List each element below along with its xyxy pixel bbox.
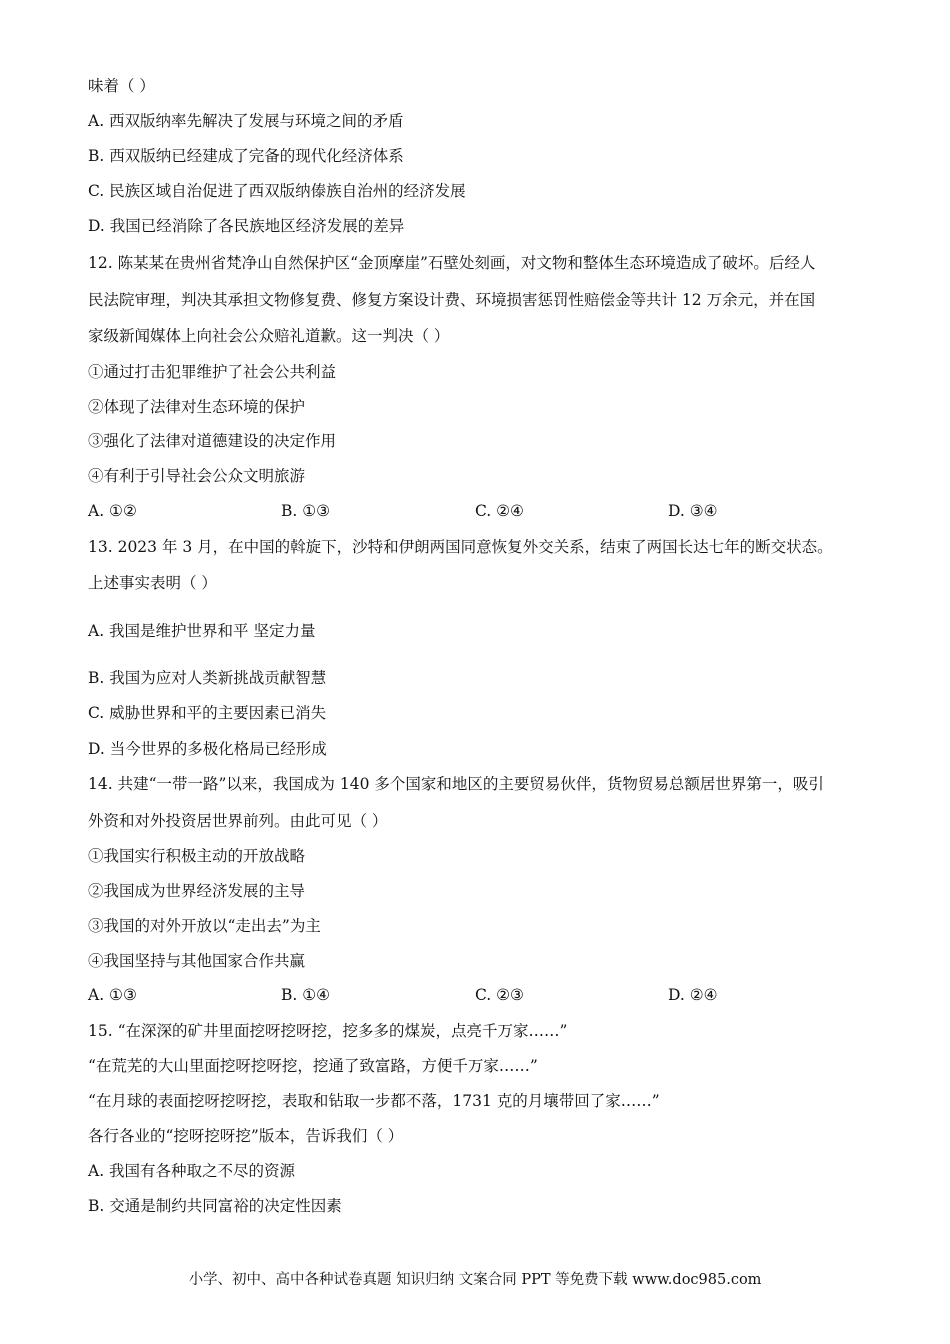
q12-stem-line-1: 12. 陈某某在贵州省梵净山自然保护区“金顶摩崖”石壁处刻画，对文物和整体生态环境造成了破坏。后经人 bbox=[88, 254, 816, 272]
q12-statement-1: ①通过打击犯罪维护了社会公共利益 bbox=[88, 363, 337, 381]
q14-stem-line-1: 14. 共建“一带一路”以来，我国成为 140 多个国家和地区的主要贸易伙伴，货物贸易总额居世界第一，吸引 bbox=[88, 775, 824, 793]
q13-option-d: D. 当今世界的多极化格局已经形成 bbox=[88, 740, 327, 758]
q14-statement-1: ①我国实行积极主动的开放战略 bbox=[88, 847, 306, 865]
q11-option-a: A. 西双版纳率先解决了发展与环境之间的矛盾 bbox=[88, 112, 404, 130]
q11-option-b: B. 西双版纳已经建成了完备的现代化经济体系 bbox=[88, 147, 404, 165]
q12-stem-line-2: 民法院审理，判决其承担文物修复费、修复方案设计费、环境损害惩罚性赔偿金等共计 12 万余元，并在国 bbox=[88, 291, 816, 309]
q12-option-c: C. ②④ bbox=[475, 502, 524, 520]
q15-stem-line-1: 15. “在深深的矿井里面挖呀挖呀挖，挖多多的煤炭，点亮千万家……” bbox=[88, 1022, 568, 1040]
q11-option-d: D. 我国已经消除了各民族地区经济发展的差异 bbox=[88, 217, 405, 235]
q13-stem-line-2: 上述事实表明（ ） bbox=[88, 574, 217, 592]
q15-stem-line-3: “在月球的表面挖呀挖呀挖，表取和钻取一步都不落，1731 克的月壤带回了家……” bbox=[88, 1092, 660, 1110]
q14-statement-3: ③我国的对外开放以“走出去”为主 bbox=[88, 917, 321, 935]
q12-stem-line-3: 家级新闻媒体上向社会公众赔礼道歉。这一判决（ ） bbox=[88, 327, 450, 345]
q12-statement-4: ④有利于引导社会公众文明旅游 bbox=[88, 467, 306, 485]
q13-option-b: B. 我国为应对人类新挑战贡献智慧 bbox=[88, 669, 327, 687]
q12-statement-3: ③强化了法律对道德建设的决定作用 bbox=[88, 432, 337, 450]
q15-stem-line-2: “在荒芜的大山里面挖呀挖呀挖，挖通了致富路，方便千万家……” bbox=[88, 1057, 538, 1075]
q15-option-a: A. 我国有各种取之不尽的资源 bbox=[88, 1162, 296, 1180]
q14-option-a: A. ①③ bbox=[88, 986, 137, 1004]
q15-stem-line-4: 各行各业的“挖呀挖呀挖”版本，告诉我们（ ） bbox=[88, 1127, 404, 1145]
q14-statement-2: ②我国成为世界经济发展的主导 bbox=[88, 882, 306, 900]
q14-option-c: C. ②③ bbox=[475, 986, 524, 1004]
q13-option-a: A. 我国是维护世界和平 坚定力量 bbox=[88, 622, 316, 640]
q11-option-c: C. 民族区域自治促进了西双版纳傣族自治州的经济发展 bbox=[88, 182, 466, 200]
q12-option-b: B. ①③ bbox=[281, 502, 331, 520]
q13-option-c: C. 威胁世界和平的主要因素已消失 bbox=[88, 704, 327, 722]
q12-option-a: A. ①② bbox=[88, 502, 137, 520]
q14-statement-4: ④我国坚持与其他国家合作共赢 bbox=[88, 952, 306, 970]
q12-statement-2: ②体现了法律对生态环境的保护 bbox=[88, 398, 306, 416]
q11-stem-tail: 味着（ ） bbox=[88, 77, 155, 95]
page-footer: 小学、初中、高中各种试卷真题 知识归纳 文案合同 PPT 等免费下载 www.doc985.com bbox=[188, 1272, 762, 1288]
q12-option-d: D. ③④ bbox=[668, 502, 718, 520]
q15-option-b: B. 交通是制约共同富裕的决定性因素 bbox=[88, 1197, 342, 1215]
q14-option-b: B. ①④ bbox=[281, 986, 331, 1004]
q14-stem-line-2: 外资和对外投资居世界前列。由此可见（ ） bbox=[88, 812, 388, 830]
q13-stem-line-1: 13. 2023 年 3 月，在中国的斡旋下，沙特和伊朗两国同意恢复外交关系，结束了两国长达七年的断交状态。 bbox=[88, 538, 833, 556]
q14-option-d: D. ②④ bbox=[668, 986, 718, 1004]
